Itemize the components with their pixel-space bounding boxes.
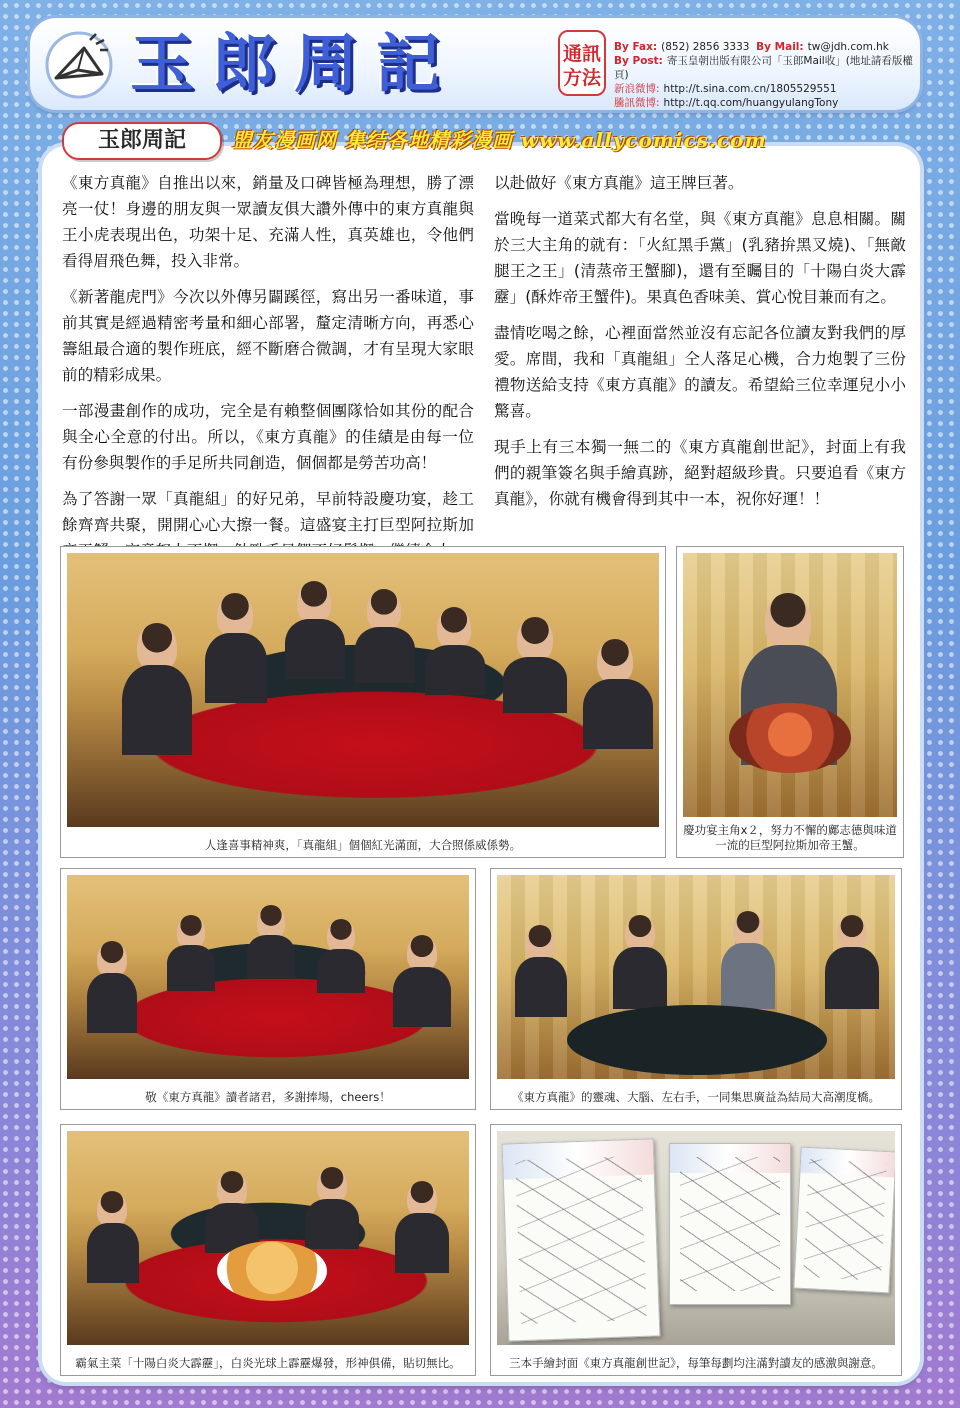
photo-caption: 慶功宴主角x２，努力不懈的鄺志德與味道一流的巨型阿拉斯加帝王蟹。 [683, 823, 897, 852]
contact-line-post: By Post: 寄玉皇朝出版有限公司「玉郎Mail收」(地址請看版權頁) [614, 55, 913, 81]
photo-king-crab [676, 546, 904, 858]
contact-line-sina: 新浪微博: http://t.sina.com.cn/1805529551 [614, 83, 837, 95]
post-address: 寄玉皇朝出版有限公司「玉郎Mail收」(地址請看版權頁) [614, 55, 913, 81]
photo-signed-covers [490, 1124, 902, 1376]
photo-group-dinner [60, 546, 666, 858]
photo-main-dish [60, 1124, 476, 1376]
main-dish-image [67, 1131, 469, 1345]
core-team-image [497, 875, 895, 1079]
king-crab-image [683, 553, 897, 817]
article-column-left [62, 170, 474, 574]
signed-covers-image [497, 1131, 895, 1345]
paragraph: 當晚每一道菜式都大有名堂，與《東方真龍》息息相關。關於三大主角的就有：「火紅黑手黨」(乳豬拚黑叉燒)、「無敵腿王之王」(清蒸帝王蟹腳)，還有至矚目的「十陽白炎大霹靂」(酥炸帝王蟹件)。果真色香味美、賞心悅目兼而有之。 [494, 210, 906, 306]
photo-caption: 三本手繪封面《東方真龍創世記》，每筆每劃均注滿對讀友的感激與謝意。 [509, 1356, 883, 1370]
paragraph: 盡情吃喝之餘，心裡面當然並沒有忘記各位讀友對我們的厚愛。席間，我和「真龍組」仝人落足心機，合力炮製了三份禮物送給支持《東方真龍》的讀友。希望給三位幸運兒小小驚喜。 [494, 324, 906, 420]
group-dinner-image [67, 553, 659, 827]
paragraph: 《東方真龍》自推出以來，銷量及口碑皆極為理想，勝了漂亮一仗！身邊的朋友與一眾讀友俱大讚外傳中的東方真龍與王小虎表現出色，功架十足、充滿人性，真英雄也，令他們看得眉飛色舞，投入非常。 [62, 174, 474, 270]
paragraph: 現手上有三本獨一無二的《東方真龍創世記》，封面上有我們的親筆簽名與手繪真跡，絕對超級珍貴。只要追看《東方真龍》，你就有機會得到其中一本，祝你好運！！ [494, 438, 906, 508]
header-banner [30, 18, 920, 110]
photo-core-team [490, 868, 902, 1110]
paper-plane-logo-icon [44, 30, 114, 100]
contact-line-fax-mail: By Fax: (852) 2856 3333 By Mail: tw@jdh.com.hk [614, 41, 889, 53]
paragraph: 為了答謝一眾「真龍組」的好兄弟，早前特設慶功宴，趁工餘齊齊共聚，開開心心大擦一餐。這盛宴主打巨型阿拉斯加 [62, 490, 474, 534]
page-title: 玉郎周記 [130, 27, 458, 102]
email-address: tw@jdh.com.hk [807, 41, 889, 53]
sina-weibo-url: http://t.sina.com.cn/1805529551 [663, 83, 837, 95]
photo-caption: 敬《東方真龍》讀者諸君，多謝捧場，cheers！ [145, 1090, 391, 1104]
contact-methods-tag [558, 30, 606, 96]
photo-caption: 霸氣主菜「十陽白炎大霹靂」，白炎光球上霹靂爆發，形神俱備，貼切無比。 [75, 1356, 461, 1370]
photo-caption: 人逢喜事精神爽，「真龍組」個個紅光滿面，大合照係威係勢。 [204, 838, 522, 852]
fax-number: (852) 2856 3333 [661, 41, 750, 53]
qq-weibo-url: http://t.qq.com/huangyulangTony [663, 97, 839, 109]
cheers-image [67, 875, 469, 1079]
paragraph: 一部漫畫創作的成功，完全是有賴整個團隊恰如其份的配合與全心全意的付出。所以，《東方真龍》的佳績是由每一位有份參與製作的手足所共同創造，個個都是勞苦功高！ [62, 402, 474, 472]
paragraph: 以赴做好《東方真龍》這王牌巨著。 [494, 174, 744, 192]
paragraph: 《新著龍虎門》今次以外傳另闢蹊徑，寫出另一番味道，事前其實是經過精密考量和細心部署，釐定清晰方向，再悉心籌組最合適的製作班底，經不斷磨合微調，才有呈現大家眼前的精彩成果。 [62, 288, 474, 384]
photo-caption: 《東方真龍》的靈魂、大腦、左右手，一同集思廣益為結局大高潮度橋。 [512, 1090, 880, 1104]
contact-line-qq: 騰訊微博: http://t.qq.com/huangyulangTony [614, 97, 839, 109]
photo-cheers [60, 868, 476, 1110]
contact-info [614, 40, 920, 110]
contact-tag-line-2: 方法 [562, 67, 601, 89]
site-watermark: 盟友漫画网 集结各地精彩漫画 www.allycomics.com [232, 128, 767, 152]
article-column-right [494, 170, 906, 522]
contact-tag-line-1: 通訊 [562, 43, 601, 65]
section-tab: 玉郎周記 [62, 122, 222, 160]
